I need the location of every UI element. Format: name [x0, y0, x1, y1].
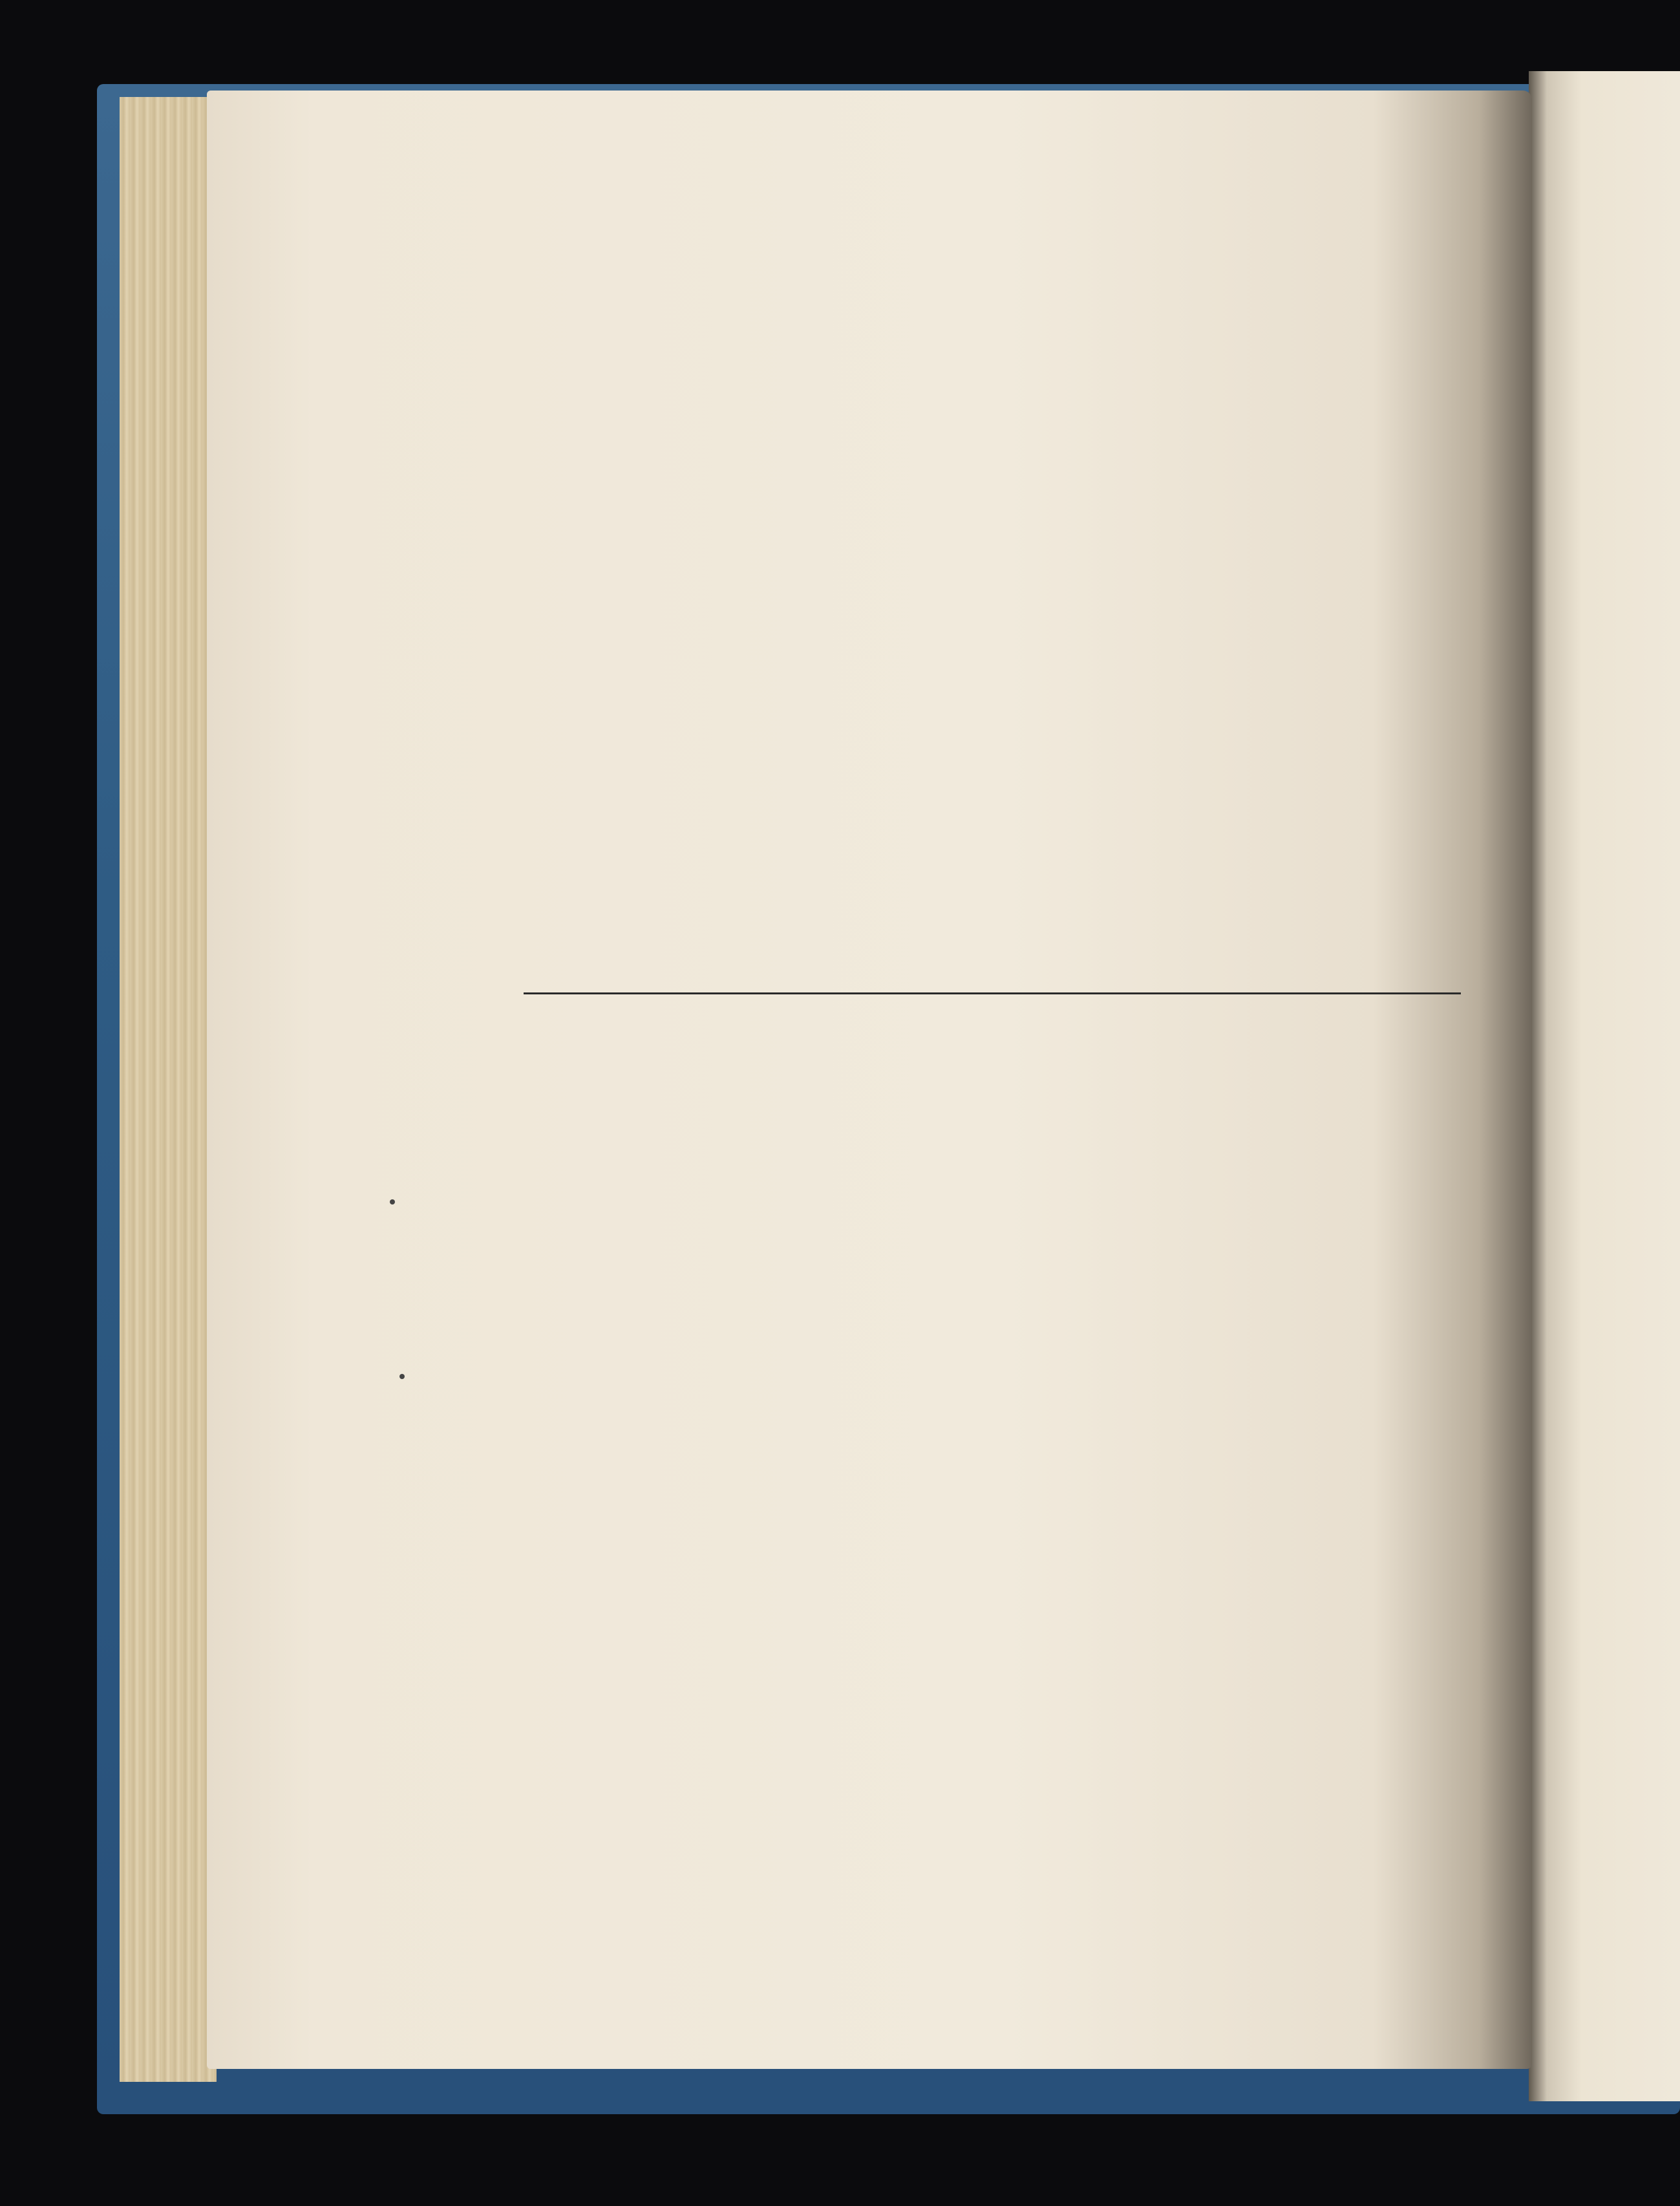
margin-mark	[399, 1374, 405, 1379]
page-edges	[120, 97, 217, 2082]
margin-mark	[390, 1199, 395, 1205]
book-page	[207, 91, 1532, 2069]
facing-page	[1529, 71, 1680, 2101]
total-rule	[524, 992, 1461, 994]
